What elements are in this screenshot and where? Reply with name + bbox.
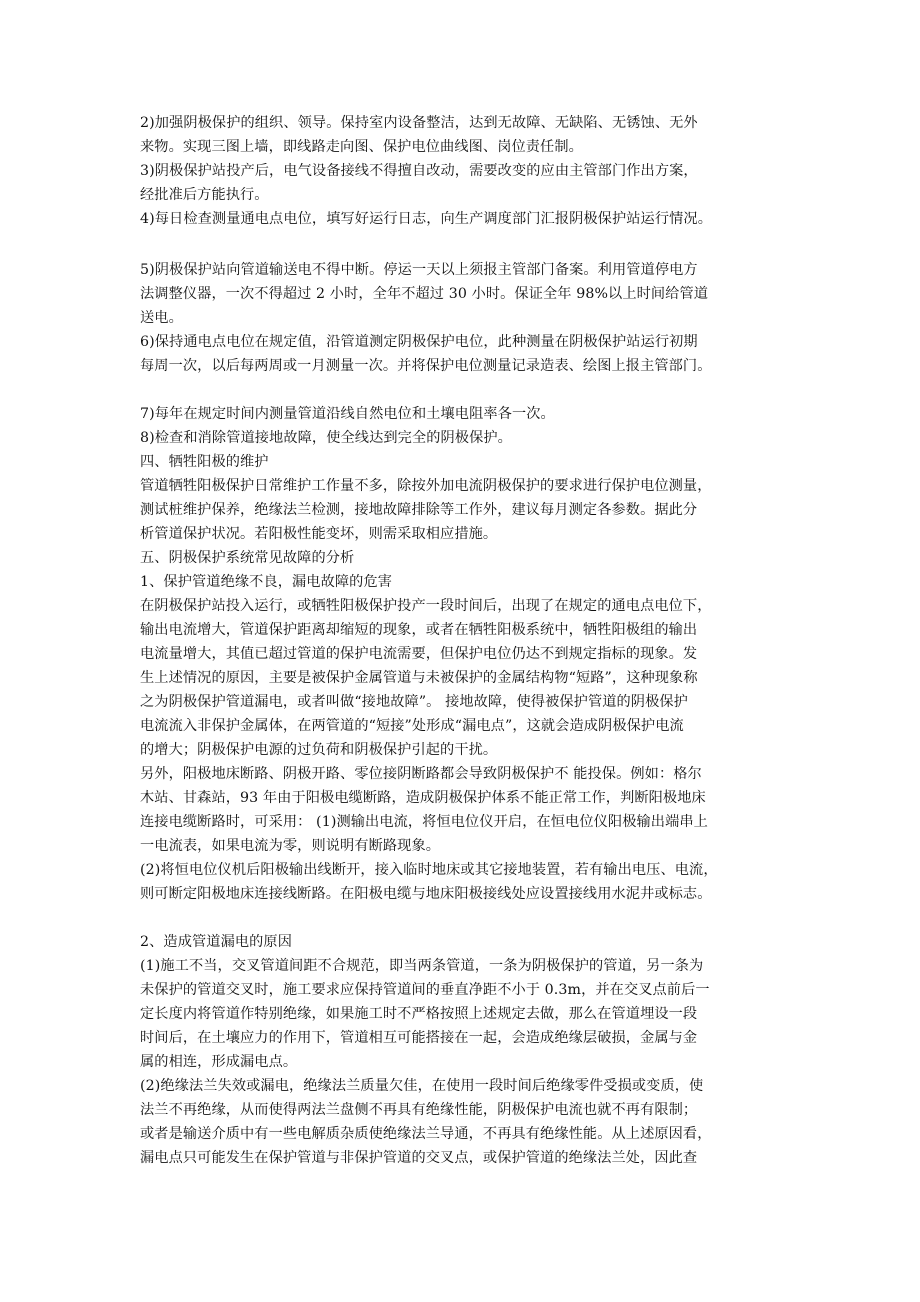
subsection-heading: 1、保护管道绝缘不良，漏电故障的危害 [140, 574, 393, 590]
text-line: 7)每年在规定时间内测量管道沿线自然电位和土壤电阻率各一次。 [140, 406, 555, 422]
text-line: 或者是输送介质中有一些电解质杂质使绝缘法兰导通，不再具有绝缘性能。从上述原因看， [140, 1126, 712, 1142]
text-line: 输出电流增大，管道保护距离却缩短的现象，或者在牺牲阳极系统中，牺牲阳极组的输出 [140, 622, 698, 638]
text-line: 在阴极保护站投入运行，或牺牲阳极保护投产一段时间后，出现了在规定的通电点电位下， [140, 598, 712, 614]
text-line: 未保护的管道交叉时，施工要求应保持管道间的垂直净距不小于 0.3m，并在交叉点前后一 [140, 982, 710, 998]
text-line: 2)加强阴极保护的组织、领导。保持室内设备整洁，达到无故障、无缺陷、无锈蚀、无外 [140, 115, 698, 131]
text-line: 测试桩维护保养，绝缘法兰检测，接地故障排除等工作外，建议每月测定各参数。据此分 [140, 502, 698, 518]
text-line: 之为阴极保护管道漏电，或者叫做“接地故障”。 接地故障，使得被保护管道的阴极保护 [140, 694, 688, 710]
text-line: 每周一次，以后每两周或一月测量一次。并将保护电位测量记录造表、绘图上报主管部门。 [140, 358, 712, 374]
section-heading: 四、牺牲阳极的维护 [140, 454, 269, 470]
subsection-heading: 2、造成管道漏电的原因 [140, 934, 293, 950]
text-line: (2)将恒电位仪机后阳极输出线断开，接入临时地床或其它接地装置，若有输出电压、电流， [140, 862, 718, 878]
text-line: 定长度内将管道作特别绝缘，如果施工时不严格按照上述规定去做，那么在管道埋设一段 [140, 1006, 698, 1022]
text-line: 电流流入非保护金属体，在两管道的“短接”处形成“漏电点”，这就会造成阴极保护电流 [140, 718, 684, 734]
text-line: 送电。 [140, 310, 183, 326]
text-line: 一电流表，如果电流为零，则说明有断路现象。 [140, 838, 441, 854]
text-line: 经批准后方能执行。 [140, 187, 269, 203]
section-heading: 五、阴极保护系统常见故障的分析 [140, 550, 355, 566]
text-line: 漏电点只可能发生在保护管道与非保护管道的交叉点，或保护管道的绝缘法兰处，因此查 [140, 1150, 698, 1166]
text-line: 法兰不再绝缘，从而使得两法兰盘侧不再具有绝缘性能，阴极保护电流也就不再有限制； [140, 1102, 698, 1118]
text-line: 析管道保护状况。若阳极性能变坏，则需采取相应措施。 [140, 526, 498, 542]
text-line: 属的相连，形成漏电点。 [140, 1054, 298, 1070]
text-line: (1)施工不当，交叉管道间距不合规范，即当两条管道，一条为阴极保护的管道，另一条为 [140, 958, 704, 974]
text-line: 8)检查和消除管道接地故障，使全线达到完全的阴极保护。 [140, 430, 512, 446]
text-line: 电流量增大，其值已超过管道的保护电流需要，但保护电位仍达不到规定指标的现象。发 [140, 646, 698, 662]
text-line: 时间后，在土壤应力的作用下，管道相互可能搭接在一起，会造成绝缘层破损，金属与金 [140, 1030, 698, 1046]
text-line: 3)阴极保护站投产后，电气设备接线不得擅自改动，需要改变的应由主管部门作出方案， [140, 163, 698, 179]
text-line: 的增大；阴极保护电源的过负荷和阴极保护引起的干扰。 [140, 742, 498, 758]
text-line: 5)阴极保护站向管道输送电不得中断。停运一天以上须报主管部门备案。利用管道停电方 [140, 262, 698, 278]
text-line: 法调整仪器，一次不得超过 2 小时，全年不超过 30 小时。保证全年 98%以上时间给管道 [140, 286, 709, 302]
text-line: (2)绝缘法兰失效或漏电，绝缘法兰质量欠佳，在使用一段时间后绝缘零件受损或变质，使 [140, 1078, 704, 1094]
text-line: 另外，阳极地床断路、阴极开路、零位接阴断路都会导致阴极保护不 能投保。例如：格尔 [140, 766, 702, 782]
text-line: 生上述情况的原因，主要是被保护金属管道与未被保护的金属结构物“短路”，这种现象称 [140, 670, 698, 686]
text-line: 管道牺牲阳极保护日常维护工作量不多，除按外加电流阴极保护的要求进行保护电位测量， [140, 478, 712, 494]
text-line: 则可断定阳极地床连接线断路。在阳极电缆与地床阳极接线处应设置接线用水泥井或标志。 [140, 886, 712, 902]
text-line: 木站、甘森站，93 年由于阳极电缆断路，造成阴极保护体系不能正常工作，判断阳极地床 [140, 790, 706, 806]
text-line: 4)每日检查测量通电点电位，填写好运行日志，向生产调度部门汇报阴极保护站运行情况。 [140, 211, 712, 227]
text-line: 连接电缆断路时，可采用： (1)测输出电流，将恒电位仪开启，在恒电位仪阳极输出端串上 [140, 814, 708, 830]
text-line: 来物。实现三图上墙，即线路走向图、保护电位曲线图、岗位责任制。 [140, 139, 583, 155]
text-line: 6)保持通电点电位在规定值，沿管道测定阴极保护电位，此种测量在阴极保护站运行初期 [140, 334, 698, 350]
